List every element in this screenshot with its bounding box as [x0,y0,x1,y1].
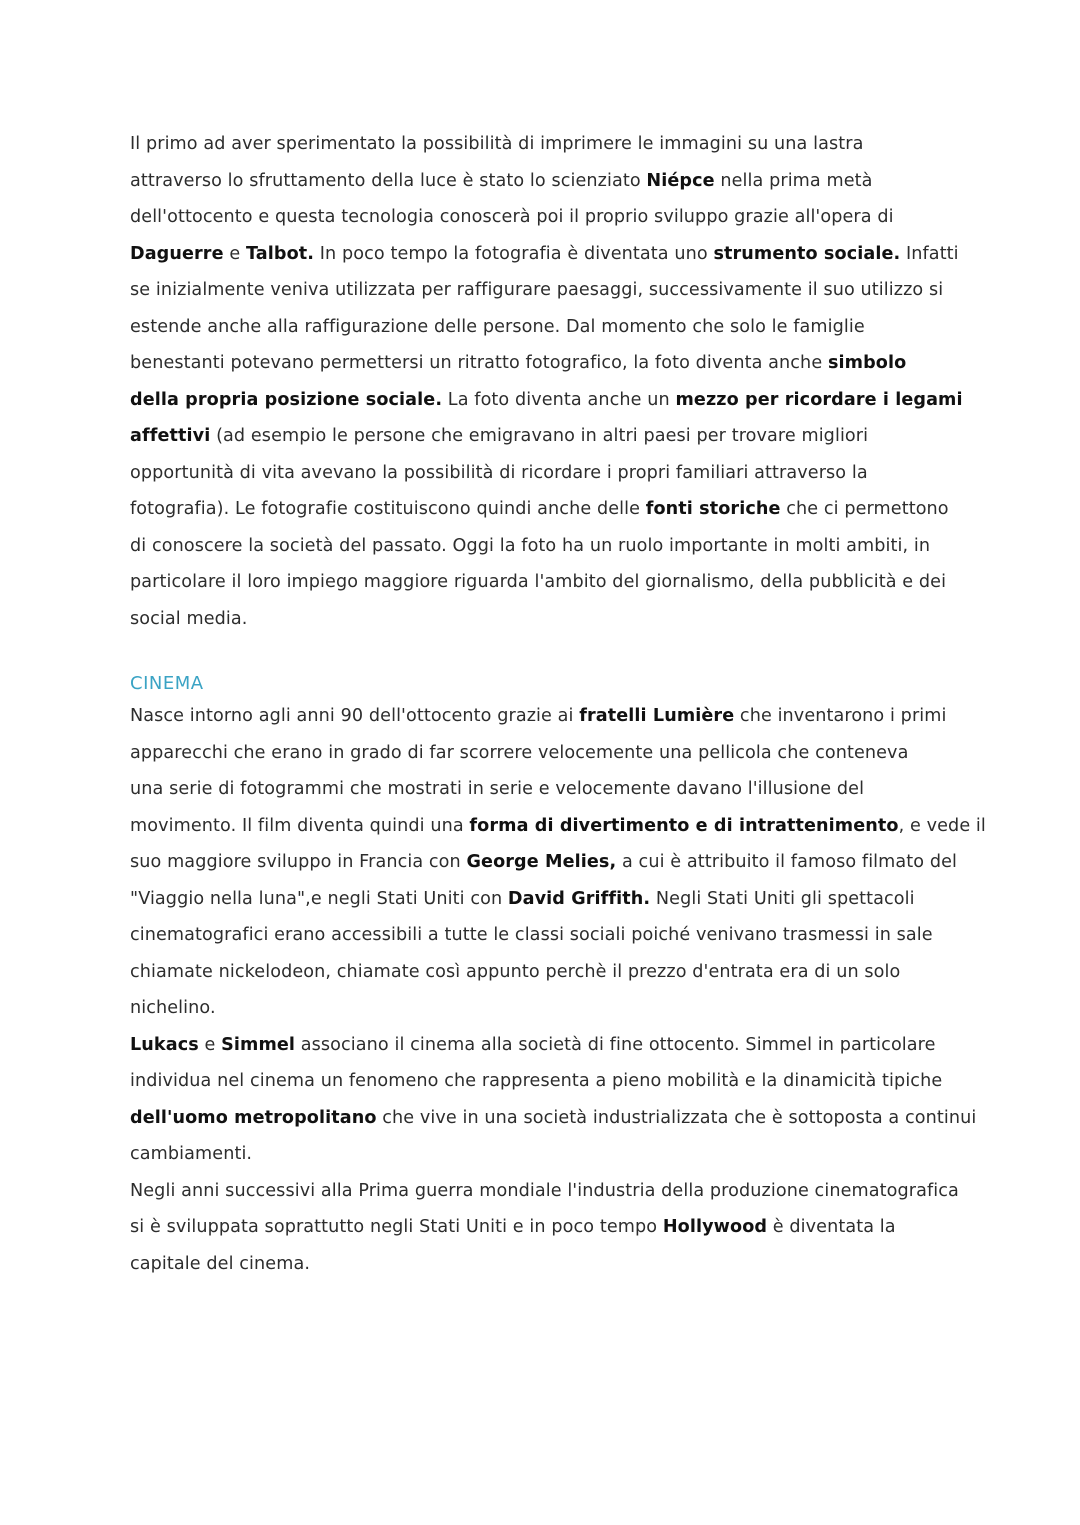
bold-term: George Melies, [466,852,617,872]
text-line [130,601,960,638]
text-line [130,735,960,772]
text-segment: Negli anni successivi alla Prima guerra mondiale l'industria della produzione cinematografica [130,1180,959,1201]
text-line [130,990,960,1027]
text-segment: Infatti [900,243,959,264]
bold-term: Niépce [646,170,715,191]
text-segment: La foto diventa anche un [442,389,676,410]
text-line [130,528,960,565]
bold-term: strumento sociale. [713,243,901,264]
bold-term: Daguerre [130,243,224,264]
text-line [130,698,960,735]
text-segment: estende anche alla raffigurazione delle persone. Dal momento che solo le famiglie [130,316,865,337]
text-line [130,1246,960,1283]
text-segment: Nasce intorno agli anni 90 dell'ottocento grazie ai [130,706,580,726]
bold-term: fonti storiche [645,499,781,519]
text-segment: fotografia). Le fotografie costituiscono quindi anche delle [130,499,646,519]
bold-term: Talbot. [245,243,315,264]
text-line [130,199,960,236]
text-segment: movimento. Il film diventa quindi una [130,815,470,836]
bold-term: Lukacs [130,1034,199,1055]
text-line [130,1173,960,1210]
text-line [130,771,960,808]
text-line [130,917,960,954]
photography-paragraph [130,126,963,637]
text-segment: (ad esempio le persone che emigravano in altri paesi per trovare migliori [210,426,869,446]
text-segment: benestanti potevano permettersi un ritratto fotografico, la foto diventa anche [130,353,828,373]
text-segment: di conoscere la società del passato. Oggi la foto ha un ruolo importante in molti ambiti, in [130,535,931,556]
text-segment: si è sviluppata soprattutto negli Stati Uniti e in poco tempo [130,1217,663,1237]
bold-term: mezzo per ricordare i legami [675,389,963,410]
text-segment: apparecchi che erano in grado di far scorrere velocemente una pellicola che conteneva [130,742,909,763]
text-segment: Negli Stati Uniti gli spettacoli [650,888,915,909]
text-segment: opportunità di vita avevano la possibilità di ricordare i propri familiari attraverso la [130,462,868,483]
text-segment: chiamate nickelodeon, chiamate così appunto perchè il prezzo d'entrata era di un solo [130,961,901,982]
text-segment: a cui è attribuito il famoso filmato del [616,852,958,872]
text-line [130,564,960,601]
bold-term: David Griffith. [507,888,651,909]
text-segment: se inizialmente veniva utilizzata per raffigurare paesaggi, successivamente il suo utilizzo si [130,280,944,300]
text-line [130,236,960,273]
cinema-paragraph [130,698,986,1282]
text-line [130,345,960,382]
text-line [130,455,960,492]
bold-term: fratelli Lumière [579,706,735,726]
text-segment: che inventarono i primi [734,706,947,726]
text-segment: cinematografici erano accessibili a tutte le classi sociali poiché venivano trasmessi in sale [130,925,933,945]
text-segment: individua nel cinema un fenomeno che rappresenta a pieno mobilità e la dinamicità tipiche [130,1071,943,1091]
text-segment: attraverso lo sfruttamento della luce è stato lo scienziato [130,170,647,191]
text-segment: e [223,243,246,264]
text-line [130,1136,960,1173]
text-line [130,382,963,419]
text-line [130,808,986,845]
text-segment: nella prima metà [714,170,873,191]
bold-term: della propria posizione sociale. [130,389,443,410]
text-segment: una serie di fotogrammi che mostrati in serie e velocemente davano l'illusione del [130,779,865,799]
text-segment: In poco tempo la fotografia è diventata uno [314,243,714,264]
text-segment: social media. [130,608,248,629]
text-line [130,1027,960,1064]
text-line [130,309,960,346]
text-segment: , e vede il [898,815,986,836]
text-line [130,881,960,918]
text-line [130,1209,960,1246]
bold-term: Hollywood [662,1217,768,1237]
bold-term: forma di divertimento e di intrattenimento [469,815,899,836]
text-line [130,491,960,528]
text-segment: Il primo ad aver sperimentato la possibilità di imprimere le immagini su una lastra [130,134,864,154]
text-line [130,1063,960,1100]
text-line [130,272,960,309]
text-line [130,126,960,163]
text-line [130,954,960,991]
text-segment: dell'ottocento e questa tecnologia conoscerà poi il proprio sviluppo grazie all'opera di [130,207,894,227]
text-segment: che vive in una società industrializzata che è sottoposta a continui [376,1107,977,1128]
text-line [130,163,960,200]
text-segment: che ci permettono [780,499,949,519]
text-line [130,418,960,455]
text-segment: nichelino. [130,998,216,1018]
bold-term: Simmel [221,1034,296,1055]
text-segment: suo maggiore sviluppo in Francia con [130,852,467,872]
text-line [130,844,960,881]
cinema-heading: CINEMA [130,673,204,694]
text-segment: è diventata la [767,1217,896,1237]
text-segment: e [198,1034,222,1055]
text-line [130,1100,977,1137]
text-segment: "Viaggio nella luna",e negli Stati Uniti con [130,888,508,909]
text-segment: particolare il loro impiego maggiore riguarda l'ambito del giornalismo, della pubblicità e dei [130,572,947,592]
bold-term: dell'uomo metropolitano [130,1107,377,1128]
text-segment: associano il cinema alla società di fine ottocento. Simmel in particolare [295,1034,936,1055]
bold-term: simbolo [827,353,907,373]
bold-term: affettivi [130,426,211,446]
text-segment: capitale del cinema. [130,1253,311,1274]
text-segment: cambiamenti. [130,1144,253,1164]
